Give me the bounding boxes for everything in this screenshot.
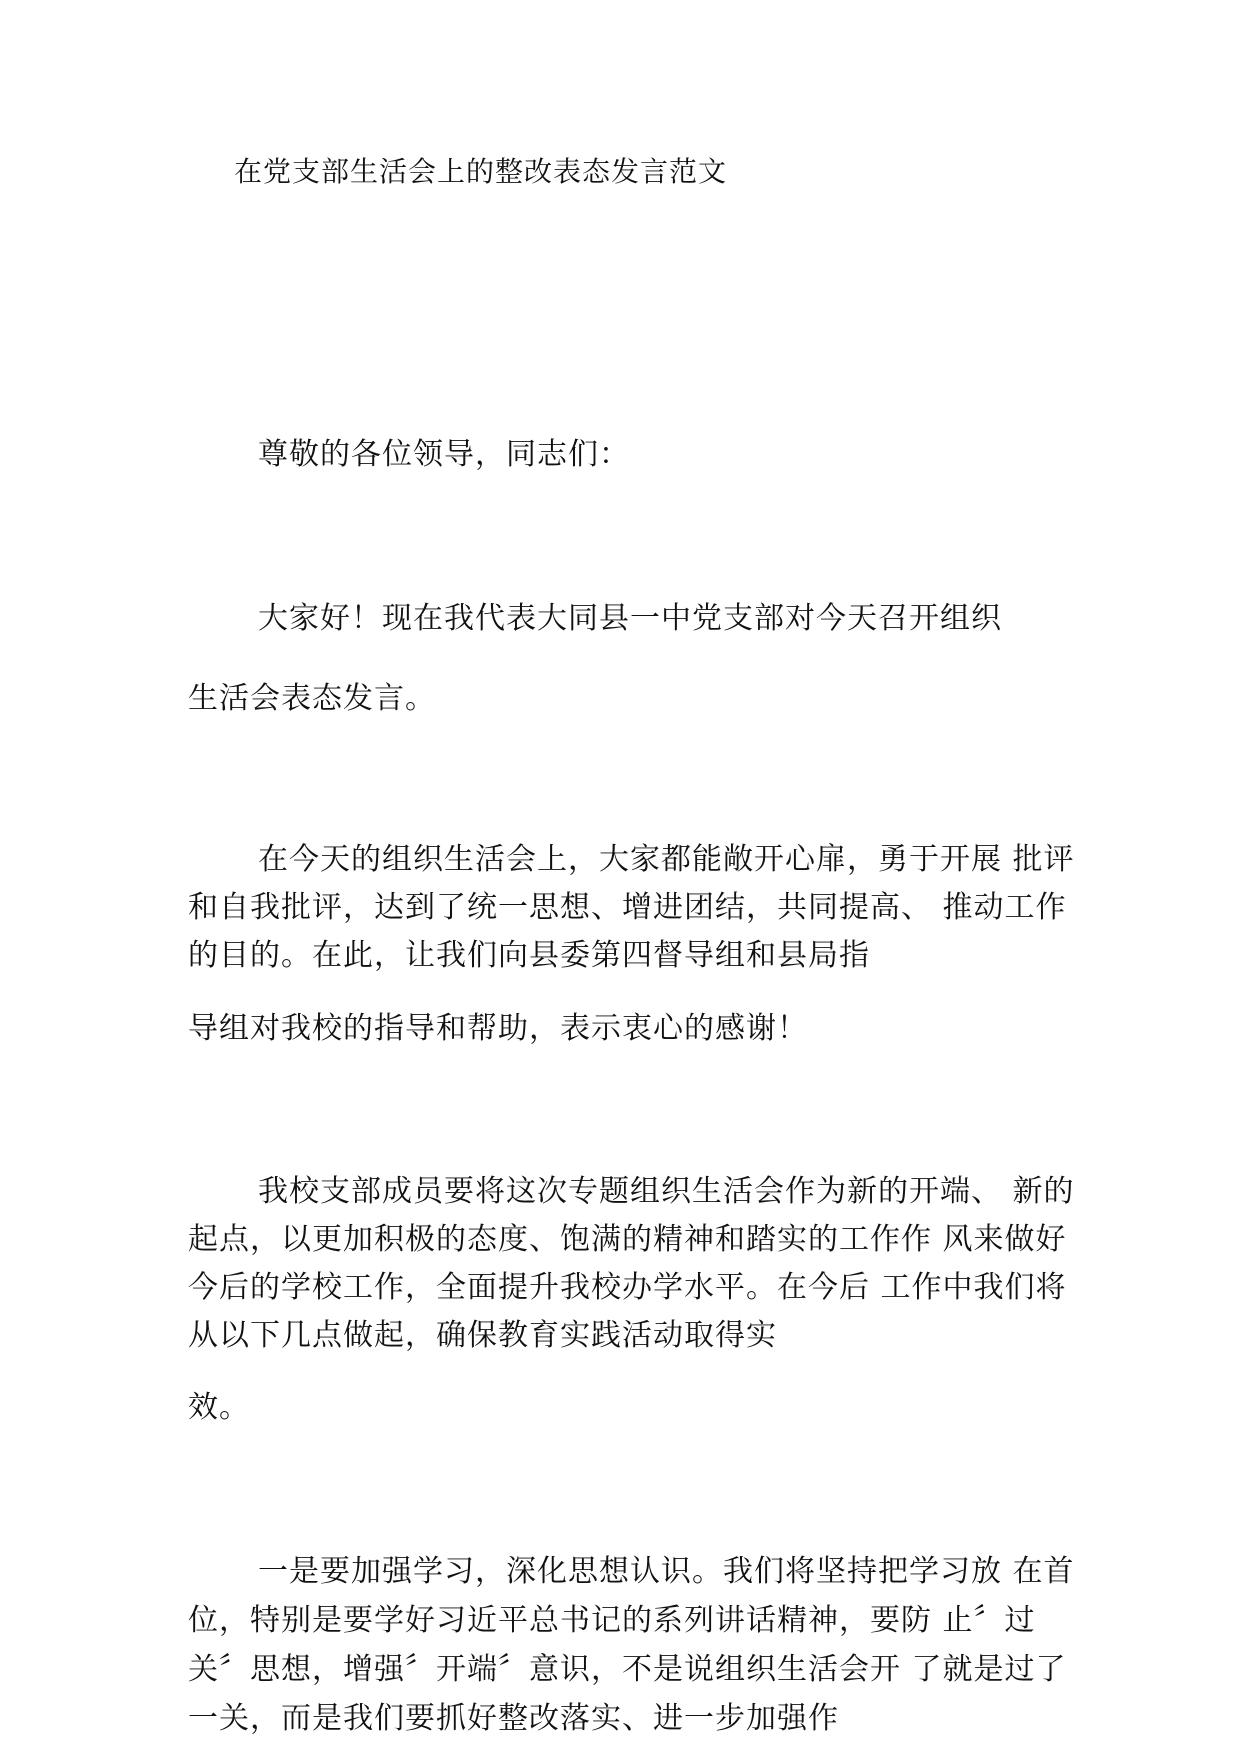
paragraph-2-line-3: 的目的。在此，让我们向县委第四督导组和县局指 [188,938,870,973]
paragraph-3-line-5: 效。 [188,1390,250,1425]
paragraph-3-line-2: 起点，以更加积极的态度、饱满的精神和踏实的工作作 风来做好 [188,1222,1067,1257]
paragraph-4-line-3: 关〞思想，增强〞开端〞意识，不是说组织生活会开 了就是过了 [188,1652,1067,1687]
paragraph-3-line-4: 从以下几点做起，确保教育实践活动取得实 [188,1318,777,1353]
greeting: 尊敬的各位领导，同志们： [258,437,630,472]
paragraph-3-line-3: 今后的学校工作，全面提升我校办学水平。在今后 工作中我们将 [188,1270,1067,1305]
paragraph-4-line-1: 一是要加强学习，深化思想认识。我们将坚持把学习放 在首 [258,1554,1075,1589]
paragraph-3-line-1: 我校支部成员要将这次专题组织生活会作为新的开端、 新的 [258,1174,1075,1209]
paragraph-1-line-1: 大家好！现在我代表大同县一中党支部对今天召开组织 [258,601,1002,636]
document-title: 在党支部生活会上的整改表态发言范文 [234,155,728,188]
paragraph-2-line-2: 和自我批评，达到了统一思想、增进团结，共同提高、 推动工作 [188,890,1067,925]
paragraph-1-line-2: 生活会表态发言。 [188,681,436,716]
paragraph-4-line-2: 位，特别是要学好习近平总书记的系列讲话精神，要防 止〞过 [188,1603,1036,1638]
paragraph-2-line-4: 导组对我校的指导和帮助，表示衷心的感谢！ [188,1011,808,1046]
paragraph-4-line-4: 一关，而是我们要抓好整改落实、进一步加强作 [188,1701,839,1736]
paragraph-2-line-1: 在今天的组织生活会上，大家都能敞开心扉，勇于开展 批评 [258,842,1075,877]
